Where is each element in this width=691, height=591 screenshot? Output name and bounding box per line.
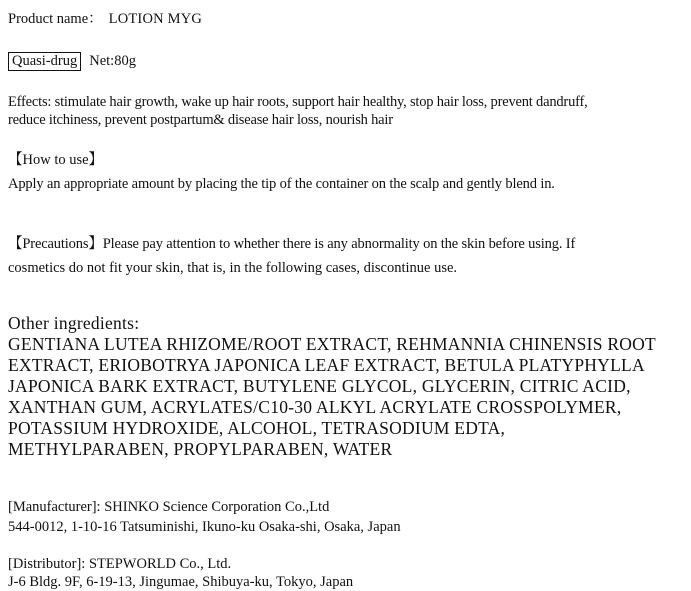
product-name-value: LOTION MYG bbox=[108, 11, 203, 27]
ingredients-heading: Other ingredients: bbox=[8, 313, 140, 333]
precautions-line-1: 【Precautions】Please pay attention to whether there is any abnormality on the skin before using. If bbox=[8, 236, 576, 252]
ingredients-line: EXTRACT, ERIOBOTRYA JAPONICA LEAF EXTRACT, BETULA PLATYPHYLLA bbox=[8, 355, 645, 375]
ingredients-section bbox=[8, 313, 690, 460]
effects-paragraph bbox=[8, 93, 688, 129]
distributor-name: [Distributor]: STEPWORLD Co., Ltd. bbox=[8, 556, 232, 572]
effects-line-2: reduce itchiness, prevent postpartum& disease hair loss, nourish hair bbox=[8, 112, 393, 128]
manufacturer-name: [Manufacturer]: SHINKO Science Corporation Co.,Ltd bbox=[8, 499, 330, 515]
quasi-drug-badge: Quasi-drug bbox=[8, 52, 81, 71]
classification-row bbox=[8, 52, 136, 71]
ingredients-line: POTASSIUM HYDROXIDE, ALCOHOL, TETRASODIUM EDTA, bbox=[8, 418, 506, 438]
ingredients-line: XANTHAN GUM, ACRYLATES/C10-30 ALKYL ACRYLATE CROSSPOLYMER, bbox=[8, 397, 622, 417]
how-to-use-heading: 【How to use】 bbox=[8, 152, 104, 168]
manufacturer-address: 544-0012, 1-10-16 Tatsuminishi, Ikuno-ku Osaka-shi, Osaka, Japan bbox=[8, 519, 401, 535]
distributor-address: J-6 Bldg. 9F, 6-19-13, Jingumae, Shibuya-ku, Tokyo, Japan bbox=[8, 574, 354, 590]
precautions-line-2: cosmetics do not fit your skin, that is, in the following cases, discontinue use. bbox=[8, 260, 458, 276]
how-to-use-text: Apply an appropriate amount by placing the tip of the container on the scalp and gently blend in. bbox=[8, 176, 555, 192]
ingredients-line: GENTIANA LUTEA RHIZOME/ROOT EXTRACT, REHMANNIA CHINENSIS ROOT bbox=[8, 334, 656, 354]
effects-line-1: Effects: stimulate hair growth, wake up hair roots, support hair healthy, stop hair loss, prevent dandruff, bbox=[8, 94, 588, 110]
ingredients-line: METHYLPARABEN, PROPYLPARABEN, WATER bbox=[8, 439, 393, 459]
product-name-row bbox=[8, 10, 202, 28]
ingredients-line: JAPONICA BARK EXTRACT, BUTYLENE GLYCOL, GLYCERIN, CITRIC ACID, bbox=[8, 376, 631, 396]
product-name-label: Product name： bbox=[8, 11, 103, 27]
net-weight: Net:80g bbox=[89, 53, 136, 69]
